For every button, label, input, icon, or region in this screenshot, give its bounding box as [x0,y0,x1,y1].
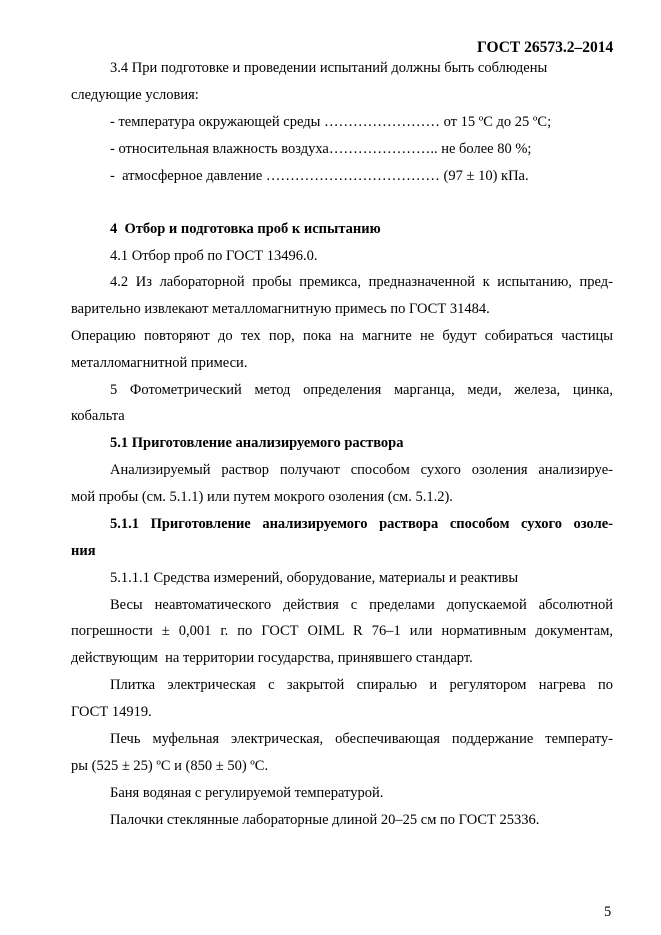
section-5-heading-line1: 5 Фотометрический метод определения марганца, меди, железа, цинка, [110,382,613,398]
section-5-1-1-heading-line1: 5.1.1 Приготовление анализируемого раствора способом сухого озоле- [110,516,613,532]
scales-line1: Весы неавтоматического действия с пределами допускаемой абсолютной [110,597,613,613]
paragraph-4-1: 4.1 Отбор проб по ГОСТ 13496.0. [110,248,318,264]
furnace-line1: Печь муфельная электрическая, обеспечивающая поддержание температу- [110,731,613,747]
repeat-operation-line2: металломагнитной примеси. [71,355,248,371]
scales-line3: действующим на территории государства, принявшего стандарт. [71,650,473,666]
condition-humidity: - относительная влажность воздуха………………….. не более 80 %; [110,141,532,157]
condition-temperature: - температура окружающей среды …………………… от 15 ºС до 25 ºС; [110,114,552,130]
section-3-4-intro-line1: 3.4 При подготовке и проведении испытаний должны быть соблюдены [110,60,548,76]
repeat-operation-line1: Операцию повторяют до тех пор, пока на магните не будут собираться частицы [71,328,613,344]
section-3-4-intro-line2: следующие условия: [71,87,199,103]
glass-rods-line: Палочки стеклянные лабораторные длиной 20–25 см по ГОСТ 25336. [110,812,540,828]
section-4-heading: 4 Отбор и подготовка проб к испытанию [110,221,381,237]
section-5-heading-line2: кобальта [71,408,125,424]
section-5-1-1-heading-line2: ния [71,543,96,559]
section-5-1-heading: 5.1 Приготовление анализируемого раствора [110,435,404,451]
paragraph-4-2-line1: 4.2 Из лабораторной пробы премикса, предназначенной к испытанию, пред- [110,274,613,290]
section-5-1-1-1: 5.1.1.1 Средства измерений, оборудование, материалы и реактивы [110,570,519,586]
section-5-1-line2: мой пробы (см. 5.1.1) или путем мокрого озоления (см. 5.1.2). [71,489,453,505]
water-bath-line: Баня водяная с регулируемой температурой. [110,785,384,801]
plate-line2: ГОСТ 14919. [71,704,152,720]
paragraph-4-2-line2: варительно извлекают металломагнитную примесь по ГОСТ 31484. [71,301,490,317]
section-5-1-line1: Анализируемый раствор получают способом сухого озоления анализируе- [110,462,613,478]
condition-pressure: - атмосферное давление ……………………………… (97 ± 10) кПа. [110,168,529,184]
document-code: ГОСТ 26573.2–2014 [477,39,614,56]
page-number: 5 [604,904,612,920]
plate-line1: Плитка электрическая с закрытой спиралью и регулятором нагрева по [110,677,613,693]
scales-line2: погрешности ± 0,001 г. по ГОСТ OIML R 76–1 или нормативным документам, [71,623,613,639]
furnace-line2: ры (525 ± 25) ºС и (850 ± 50) ºС. [71,758,269,774]
